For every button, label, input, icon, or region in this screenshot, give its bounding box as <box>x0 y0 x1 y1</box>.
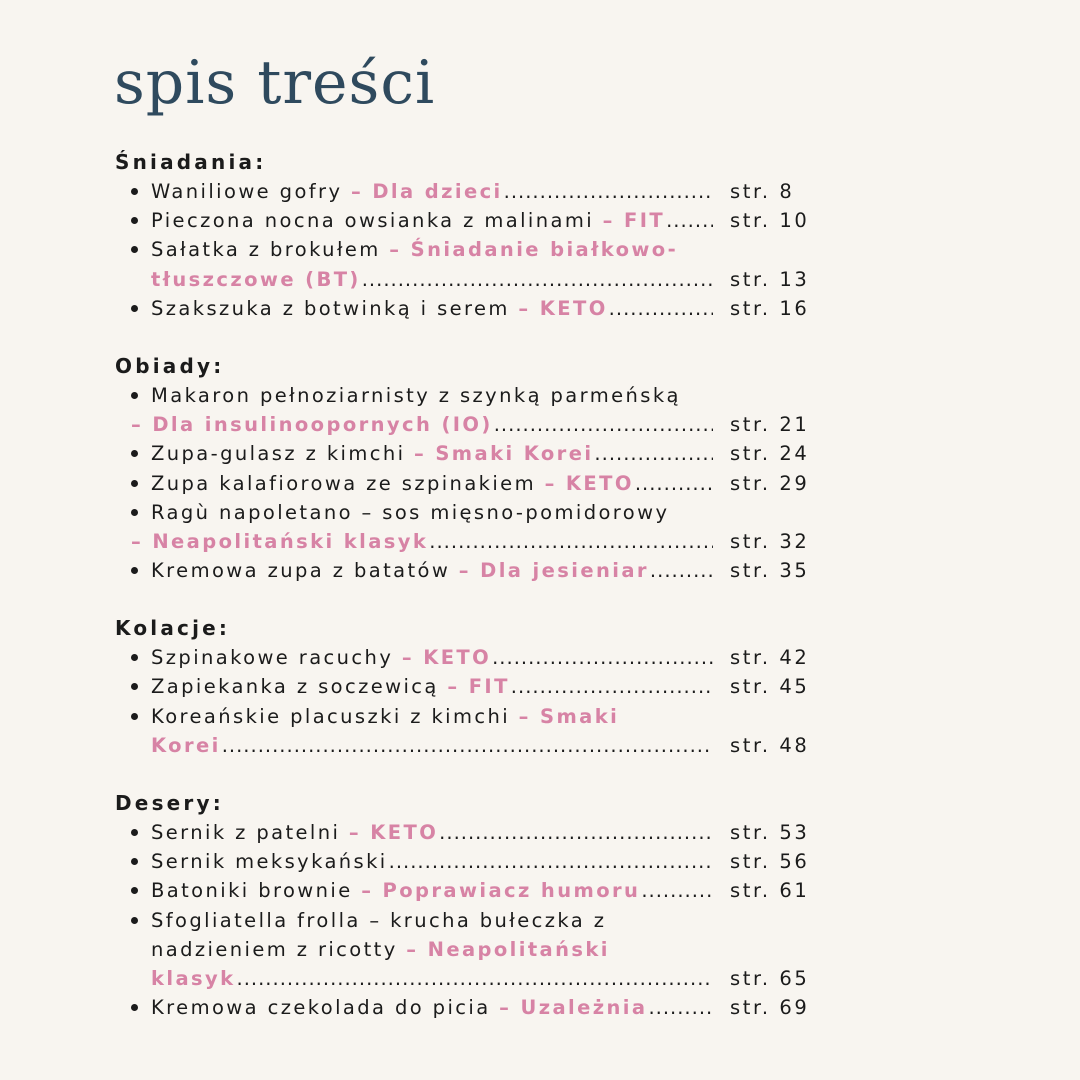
toc-entry[interactable] <box>0 469 1080 498</box>
toc-entry-line <box>0 847 1080 876</box>
recipe-title: nadzieniem z ricotty <box>151 937 407 961</box>
section-heading: Desery: <box>115 791 224 815</box>
category-tag: – Smaki Korei <box>414 442 594 466</box>
toc-entry[interactable] <box>0 906 1080 994</box>
entry-title-wrap <box>151 705 620 728</box>
page-title: spis treści <box>114 48 436 118</box>
entry-text-line <box>151 498 670 527</box>
entry-title-wrap <box>151 879 641 902</box>
bullet-icon <box>131 654 138 661</box>
category-tag: – Dla dzieci <box>351 180 503 203</box>
category-tag: – Uzależnia <box>499 996 648 1020</box>
entry-title-wrap <box>151 501 670 524</box>
recipe-title: Koreańskie placuszki z kimchi <box>151 704 519 728</box>
category-tag: – Dla jesieniar <box>458 559 649 583</box>
entry-text-line <box>151 935 611 964</box>
dot-leader <box>151 818 713 847</box>
page-number: str. 24 <box>730 442 810 466</box>
toc-section <box>0 352 1080 585</box>
category-tag: – Śniadanie białkowo- <box>389 238 679 262</box>
bullet-icon <box>131 567 138 574</box>
entry-text-line <box>151 906 607 935</box>
category-tag: – Smaki <box>518 704 620 728</box>
toc-entry-line <box>0 993 1080 1022</box>
category-tag: – Poprawiacz humoru <box>361 879 641 903</box>
category-tag: – KETO <box>401 646 492 670</box>
entry-text-line <box>151 702 620 731</box>
entry-title-wrap <box>151 384 682 407</box>
category-tag: – KETO <box>544 471 634 495</box>
toc-entry[interactable] <box>0 294 1080 323</box>
bullet-icon <box>131 188 138 195</box>
entry-text-line <box>151 235 679 264</box>
toc-entry[interactable] <box>0 206 1080 235</box>
toc-entry[interactable] <box>0 876 1080 905</box>
page-number: str. 56 <box>730 850 810 874</box>
bullet-icon <box>131 392 138 399</box>
entry-title-wrap <box>151 734 222 757</box>
toc-entry-line <box>0 556 1080 585</box>
dot-leader <box>151 672 713 701</box>
category-tag: – KETO <box>518 296 608 320</box>
table-of-contents <box>0 148 1080 1051</box>
toc-entry-line <box>0 498 1080 527</box>
entry-title-wrap <box>151 472 635 495</box>
toc-section <box>0 148 1080 323</box>
recipe-title: Szakszuka z botwinką i serem <box>151 296 519 320</box>
page-number: str. 21 <box>730 413 810 437</box>
toc-entry[interactable] <box>0 702 1080 760</box>
page-number: str. 16 <box>730 296 810 320</box>
category-tag: klasyk <box>151 966 236 990</box>
toc-entry[interactable] <box>0 556 1080 585</box>
toc-entry-line <box>0 294 1080 323</box>
recipe-title: Kremowa zupa z batatów <box>151 559 459 583</box>
toc-entry-line <box>0 235 1080 264</box>
recipe-title: Batoniki brownie <box>151 879 362 903</box>
toc-entry-line <box>0 906 1080 935</box>
toc-section <box>0 614 1080 760</box>
category-tag: tłuszczowe (BT) <box>151 267 361 291</box>
page-number: str. 69 <box>730 996 810 1020</box>
recipe-title: Szpinakowe racuchy <box>151 646 402 670</box>
category-tag: – Neapolitański <box>406 937 610 961</box>
recipe-title: Ragù napoletano – sos mięsno-pomidorowy <box>151 500 670 524</box>
toc-entry-line <box>0 643 1080 672</box>
entry-title-wrap <box>131 530 429 553</box>
bullet-icon <box>131 858 138 865</box>
toc-entry-line <box>0 410 1080 439</box>
section-heading: Obiady: <box>115 353 225 378</box>
page-number: str. 10 <box>730 209 810 233</box>
entry-title-wrap <box>151 297 609 320</box>
recipe-title: Pieczona nocna owsianka z malinami <box>151 209 603 233</box>
toc-entry-line <box>0 439 1080 468</box>
category-tag: – FIT <box>447 675 510 699</box>
bullet-icon <box>131 713 138 720</box>
entry-title-wrap <box>151 909 607 932</box>
entry-title-wrap <box>151 821 439 844</box>
toc-entry-line <box>0 381 1080 410</box>
page-number: str. 8 <box>730 180 795 203</box>
toc-entry-line <box>0 964 1080 993</box>
page-number: str. 35 <box>730 559 810 583</box>
category-tag: – Neapolitański klasyk <box>131 529 429 553</box>
toc-entry-line <box>0 672 1080 701</box>
bullet-icon <box>131 246 138 253</box>
page-number: str. 29 <box>730 471 810 495</box>
bullet-icon <box>131 509 138 516</box>
toc-entry[interactable] <box>0 818 1080 847</box>
bullet-icon <box>131 829 138 836</box>
category-tag: – KETO <box>348 821 439 844</box>
dot-leader <box>151 469 713 498</box>
page-number: str. 61 <box>730 879 810 903</box>
toc-entry-line <box>0 206 1080 235</box>
dot-leader <box>151 294 713 323</box>
recipe-title: Makaron pełnoziarnisty z szynką parmeńską <box>151 383 681 407</box>
section-heading: Śniadania: <box>115 150 267 174</box>
entry-title-wrap <box>151 238 679 261</box>
recipe-title: Zupa-gulasz z kimchi <box>151 442 415 466</box>
category-tag: Korei <box>151 733 221 757</box>
recipe-title: Zapiekanka z soczewicą <box>151 675 448 699</box>
page-number: str. 45 <box>730 675 810 699</box>
recipe-title: Sfogliatella frolla – krucha bułeczka z <box>151 908 607 932</box>
recipe-title: Sernik z patelni <box>151 821 349 844</box>
page-number: str. 42 <box>730 646 810 670</box>
bullet-icon <box>131 683 138 690</box>
entry-title-wrap <box>131 413 494 436</box>
dot-leader <box>151 206 713 235</box>
dot-leader <box>151 993 713 1022</box>
toc-entry-line <box>0 876 1080 905</box>
dot-leader <box>151 177 713 206</box>
entry-title-wrap <box>151 180 504 203</box>
dot-leader <box>151 876 713 905</box>
bullet-icon <box>131 887 138 894</box>
toc-entry-line <box>0 265 1080 294</box>
toc-entry[interactable] <box>0 643 1080 672</box>
toc-entry-line <box>0 702 1080 731</box>
bullet-icon <box>131 917 138 924</box>
page-number: str. 32 <box>730 529 810 553</box>
toc-entry-line <box>0 177 1080 206</box>
toc-entry[interactable] <box>0 498 1080 556</box>
toc-entry-line <box>0 527 1080 556</box>
page-number: str. 65 <box>730 966 810 990</box>
dot-leader <box>151 964 713 993</box>
page-number: str. 53 <box>730 821 810 844</box>
recipe-title: Sałatka z brokułem <box>151 238 390 262</box>
dot-leader <box>131 410 713 439</box>
entry-title-wrap <box>151 938 611 961</box>
bullet-icon <box>131 480 138 487</box>
bullet-icon <box>131 450 138 457</box>
toc-entry[interactable] <box>0 847 1080 876</box>
dot-leader <box>151 439 713 468</box>
dot-leader <box>151 731 713 760</box>
dot-leader <box>151 847 713 876</box>
entry-title-wrap <box>151 646 492 669</box>
page-number: str. 13 <box>730 267 810 291</box>
dot-leader <box>131 527 713 556</box>
dot-leader <box>151 643 713 672</box>
toc-entry[interactable] <box>0 177 1080 206</box>
entry-title-wrap <box>151 675 511 698</box>
page-number: str. 48 <box>730 733 810 757</box>
entry-title-wrap <box>151 559 650 582</box>
entry-title-wrap <box>151 996 648 1019</box>
toc-entry-line <box>0 469 1080 498</box>
toc-section <box>0 789 1080 1022</box>
dot-leader <box>151 265 713 294</box>
recipe-title: Sernik meksykański <box>151 850 388 874</box>
entry-title-wrap <box>151 850 389 873</box>
category-tag: – FIT <box>602 209 666 233</box>
bullet-icon <box>131 1004 138 1011</box>
toc-entry[interactable] <box>0 235 1080 293</box>
toc-entry[interactable] <box>0 439 1080 468</box>
entry-title-wrap <box>151 442 594 465</box>
toc-entry-line <box>0 731 1080 760</box>
toc-entry[interactable] <box>0 672 1080 701</box>
toc-entry[interactable] <box>0 993 1080 1022</box>
category-tag: – Dla insulinoopornych (IO) <box>131 413 493 437</box>
toc-entry-line <box>0 818 1080 847</box>
recipe-title: Zupa kalafiorowa ze szpinakiem <box>151 471 545 495</box>
section-heading: Kolacje: <box>115 616 231 641</box>
entry-title-wrap <box>151 209 666 232</box>
dot-leader <box>151 556 713 585</box>
entry-title-wrap <box>151 268 362 291</box>
recipe-title: Waniliowe gofry <box>151 180 351 203</box>
toc-entry-line <box>0 935 1080 964</box>
entry-title-wrap <box>151 967 237 990</box>
toc-entry[interactable] <box>0 381 1080 439</box>
bullet-icon <box>131 305 138 312</box>
bullet-icon <box>131 217 138 224</box>
entry-text-line <box>151 381 682 410</box>
recipe-title: Kremowa czekolada do picia <box>151 996 500 1020</box>
